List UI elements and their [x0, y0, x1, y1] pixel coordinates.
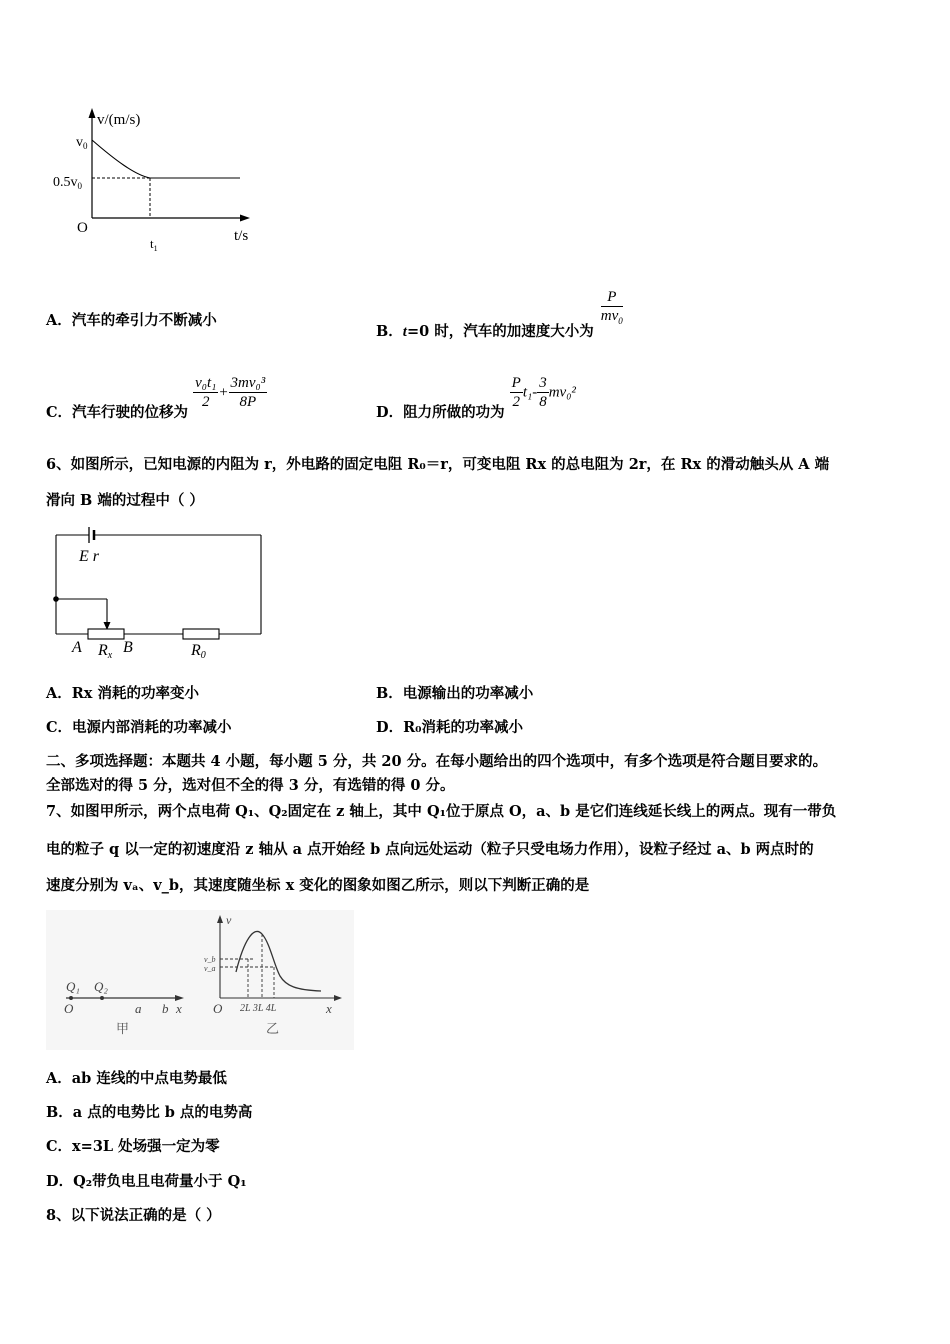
- jia-a: a: [135, 1001, 142, 1016]
- q6-option-d: D．R₀消耗的功率减小: [376, 719, 523, 736]
- yi-vb: v_b: [204, 955, 216, 964]
- q6-stem-line1: 6、如图所示，已知电源的内阻为 r，外电路的固定电阻 R₀＝r，可变电阻 Rx 的总电阻为 2r，在 Rx 的滑动触头从 A 端: [46, 456, 830, 473]
- figure-yi: [196, 910, 354, 1050]
- jia-b: b: [162, 1001, 169, 1016]
- q6-option-a: A．Rx 消耗的功率变小: [46, 685, 199, 702]
- yi-v: v: [226, 913, 232, 927]
- q6-option-b: B．电源输出的功率减小: [376, 685, 534, 702]
- yi-va: v_a: [204, 964, 216, 973]
- q7-option-d: D．Q₂带负电且电荷量小于 Q₁: [46, 1173, 247, 1190]
- yi-caption: 乙: [266, 1021, 280, 1036]
- circuit-er: E r: [79, 548, 99, 565]
- q7-option-c: C．x=3L 处场强一定为零: [46, 1138, 220, 1155]
- q5-option-d: D．阻力所做的功为 $\frac{P}{2}$ t₁- $\frac{3}{8}$ mv₀²: [376, 375, 576, 421]
- q5-option-b: B．t=0 时，汽车的加速度大小为 $\frac{P}{mv_0}$: [376, 289, 623, 340]
- jia-x: x: [176, 1001, 182, 1016]
- section2-header-line2: 全部选对的得 5 分，选对但不全的得 3 分，有选错的得 0 分。: [46, 777, 455, 794]
- jia-origin: O: [64, 1001, 74, 1016]
- figure-jia: [46, 910, 196, 1050]
- jia-q1: Q₁: [66, 979, 80, 994]
- graph1-xlabel: t/s: [234, 228, 249, 244]
- section2-header-line1: 二、多项选择题：本题共 4 小题，每小题 5 分，共 20 分。在每小题给出的四个选项中，有多个选项是符合题目要求的。: [46, 753, 828, 770]
- q7-option-b: B．a 点的电势比 b 点的电势高: [46, 1104, 253, 1121]
- circuit-rx: Rx: [98, 642, 113, 661]
- q6-option-c: C．电源内部消耗的功率减小: [46, 719, 232, 736]
- circuit-a: A: [72, 639, 82, 656]
- q7-stem-line1: 7、如图甲所示，两个点电荷 Q₁、Q₂固定在 z 轴上，其中 Q₁位于原点 O，a、b 是它们连线延长线上的两点。现有一带负: [46, 803, 837, 820]
- graph1-origin: O: [77, 220, 88, 236]
- q5-option-c: C．汽车行驶的位移为 $\frac{\text{v₀t₁}}{2}$ + $\frac{\text{3mv₀³}}{8P}$: [46, 375, 266, 421]
- graph1-v0: $v_0$: [76, 135, 88, 151]
- jia-caption: 甲: [116, 1021, 130, 1036]
- q7-option-a: A．ab 连线的中点电势最低: [46, 1070, 227, 1087]
- yi-x: x: [326, 1001, 332, 1016]
- q7-stem-line3: 速度分别为 vₐ、v_b，其速度随坐标 x 变化的图象如图乙所示，则以下判断正确的是: [46, 877, 590, 894]
- graph1-t1: $t_1$: [150, 236, 158, 253]
- circuit-r0: R0: [191, 642, 206, 661]
- graph1-half-v0: $0.5v_0$: [53, 175, 82, 191]
- circuit-b: B: [123, 639, 133, 656]
- velocity-time-graph: [40, 100, 280, 260]
- q8-stem: 8、以下说法正确的是（ ）: [46, 1207, 221, 1224]
- yi-origin: O: [213, 1001, 223, 1016]
- q6-stem-line2: 滑向 B 端的过程中（ ）: [46, 492, 204, 509]
- circuit-diagram: [46, 524, 276, 664]
- yi-ticks: 2L 3L 4L: [240, 1003, 277, 1014]
- graph1-ylabel: v/(m/s): [97, 112, 141, 128]
- q7-stem-line2: 电的粒子 q 以一定的初速度沿 z 轴从 a 点开始经 b 点向远处运动（粒子只受电场力作用），设粒子经过 a、b 两点时的: [46, 841, 814, 858]
- q5-option-a: A．汽车的牵引力不断减小: [46, 312, 217, 329]
- jia-q2: Q₂: [94, 979, 108, 994]
